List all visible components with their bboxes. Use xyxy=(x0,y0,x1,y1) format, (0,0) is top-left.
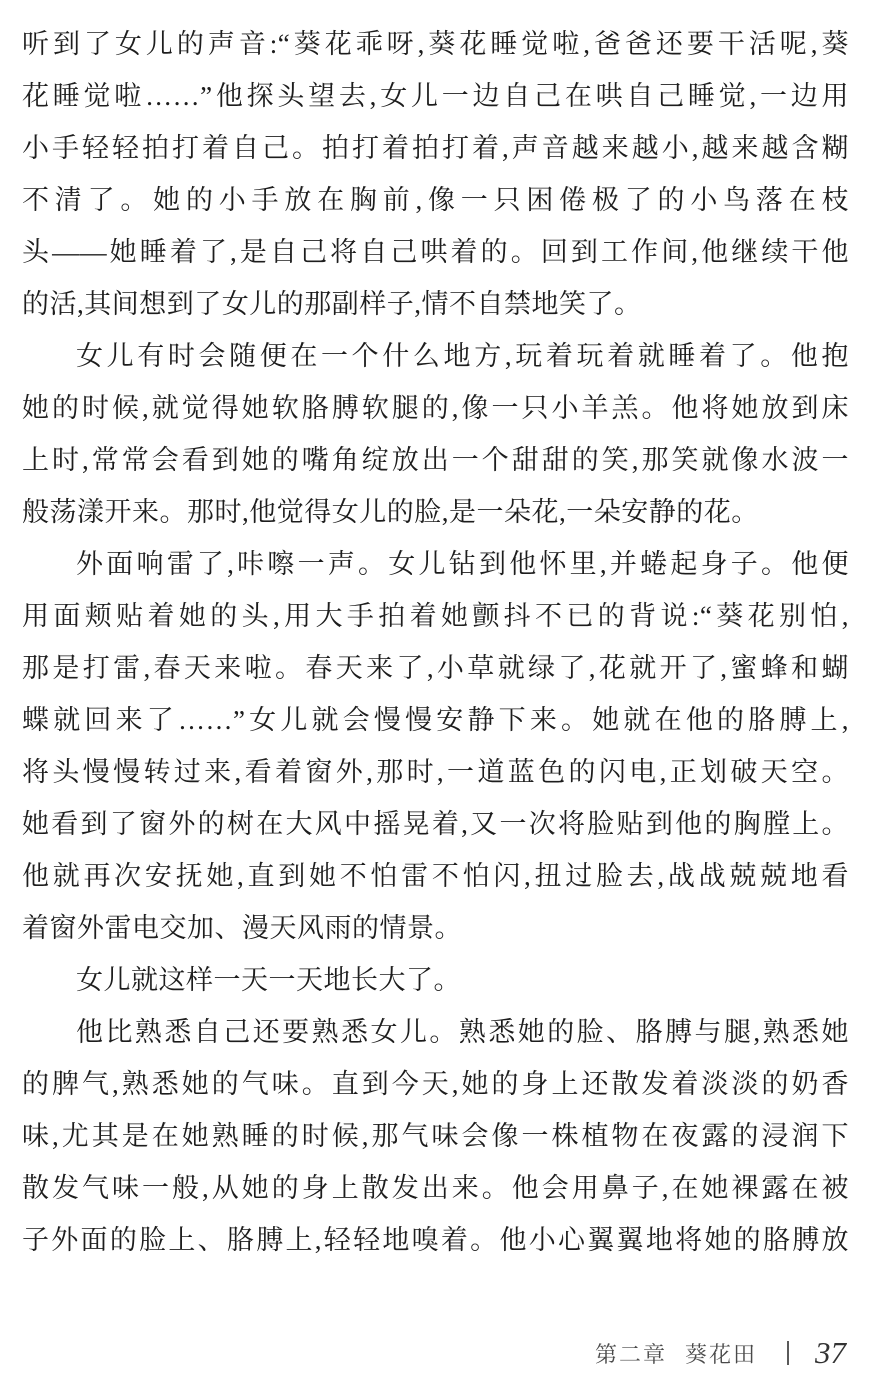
text-line: 的活,其间想到了女儿的那副样子,情不自禁地笑了。 xyxy=(22,289,642,319)
text-line: 头——她睡着了,是自己将自己哄着的。回到工作间,他继续干他 xyxy=(22,237,849,267)
text-line: 般荡漾开来。那时,他觉得女儿的脸,是一朵花,一朵安静的花。 xyxy=(22,497,759,527)
text-line: 味,尤其是在她熟睡的时候,那气味会像一株植物在夜露的浸润下 xyxy=(22,1121,849,1151)
text-line: 他比熟悉自己还要熟悉女儿。熟悉她的脸、胳膊与腿,熟悉她 xyxy=(76,1017,849,1047)
text-line: 听到了女儿的声音:“葵花乖呀,葵花睡觉啦,爸爸还要干活呢,葵 xyxy=(22,29,849,59)
text-line: 着窗外雷电交加、漫天风雨的情景。 xyxy=(22,913,462,943)
text-line: 用面颊贴着她的头,用大手拍着她颤抖不已的背说:“葵花别怕, xyxy=(22,601,849,631)
text-line: 她看到了窗外的树在大风中摇晃着,又一次将脸贴到他的胸膛上。 xyxy=(22,809,849,839)
page-footer xyxy=(595,1335,846,1371)
text-line: 女儿有时会随便在一个什么地方,玩着玩着就睡着了。他抱 xyxy=(76,341,849,371)
page-number: 37 xyxy=(815,1335,846,1370)
text-line: 她的时候,就觉得她软胳膊软腿的,像一只小羊羔。他将她放到床 xyxy=(22,393,849,423)
text-line: 散发气味一般,从她的身上散发出来。他会用鼻子,在她裸露在被 xyxy=(22,1173,849,1203)
text-line: 那是打雷,春天来啦。春天来了,小草就绿了,花就开了,蜜蜂和蝴 xyxy=(22,653,849,683)
text-line: 将头慢慢转过来,看着窗外,那时,一道蓝色的闪电,正划破天空。 xyxy=(22,757,849,787)
text-line: 小手轻轻拍打着自己。拍打着拍打着,声音越来越小,越来越含糊 xyxy=(22,133,849,163)
page-body xyxy=(22,18,849,1266)
chapter-title: 葵花田 xyxy=(684,1341,757,1367)
text-line: 的脾气,熟悉她的气味。直到今天,她的身上还散发着淡淡的奶香 xyxy=(22,1069,849,1099)
text-line: 外面响雷了,咔嚓一声。女儿钻到他怀里,并蜷起身子。他便 xyxy=(76,549,849,579)
text-line: 不清了。她的小手放在胸前,像一只困倦极了的小鸟落在枝 xyxy=(22,185,849,215)
text-line: 花睡觉啦……”他探头望去,女儿一边自己在哄自己睡觉,一边用 xyxy=(22,81,849,111)
text-line: 子外面的脸上、胳膊上,轻轻地嗅着。他小心翼翼地将她的胳膊放 xyxy=(22,1225,849,1255)
footer-divider xyxy=(787,1341,789,1365)
text-line: 上时,常常会看到她的嘴角绽放出一个甜甜的笑,那笑就像水波一 xyxy=(22,445,849,475)
text-line: 女儿就这样一天一天地长大了。 xyxy=(76,965,461,995)
chapter-label: 第二章 xyxy=(594,1341,667,1367)
text-line: 他就再次安抚她,直到她不怕雷不怕闪,扭过脸去,战战兢兢地看 xyxy=(22,861,849,891)
text-line: 蝶就回来了……”女儿就会慢慢安静下来。她就在他的胳膊上, xyxy=(22,705,849,735)
